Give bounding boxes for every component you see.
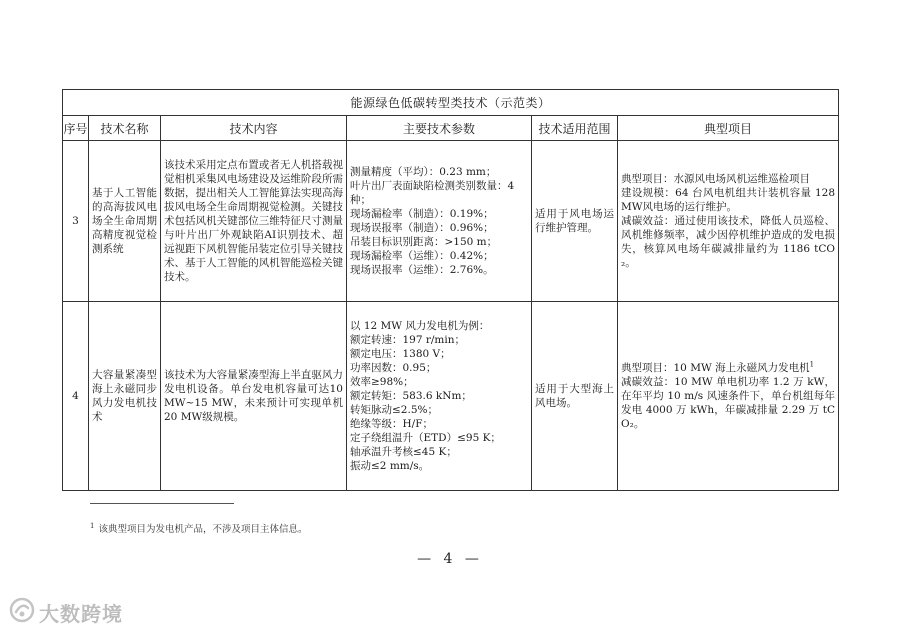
project-line: 典型项目：10 MW 海上永磁风力发电机 [621, 362, 810, 374]
row-typical-project [618, 302, 839, 491]
watermark-text: 大数跨境 [39, 601, 123, 626]
cross-border-logo-icon [8, 596, 36, 628]
param-line: 以 12 MW 风力发电机为例： [350, 320, 490, 332]
footnote-ref[interactable]: 1 [809, 360, 815, 369]
param-line: 测量精度（平均）：0.23 mm； [350, 166, 497, 178]
param-line: 振动≤2 mm/s。 [350, 460, 430, 472]
param-line: 现场误报率（运维）：2.76%。 [350, 264, 494, 276]
param-line: 种； [350, 194, 371, 206]
row-main-params [347, 141, 532, 302]
param-line: 轴承温升考核≤45 K； [350, 446, 457, 458]
header-tech-name: 技术名称 [89, 116, 161, 141]
param-line: 叶片出厂表面缺陷检测类别数量：4 [350, 180, 515, 192]
param-line: 效率≥98%； [350, 376, 414, 388]
header-scope: 技术适用范围 [532, 116, 618, 141]
table-row [63, 302, 839, 491]
technology-table [62, 89, 839, 491]
header-typical-project: 典型项目 [618, 116, 839, 141]
row-tech-content: 该技术采用定点布置或者无人机搭载视觉相机采集风电场建设及运维阶段所需数据，提出相关人工智能算法实现高海拔风电场全生命周期视觉检测。关键技术包括风机关键部位三维特征尺寸测量与叶片出厂外观缺陷AI识别技术、超远视距下风机智能吊装定位引导关键技术、基于人工智能的风机智能巡检关键技术。 [161, 141, 347, 302]
watermark [8, 596, 123, 628]
footnote [90, 521, 307, 535]
row-main-params [347, 302, 532, 491]
param-line: 定子绕组温升（ETD）≤95 K； [350, 432, 501, 444]
header-tech-content: 技术内容 [161, 116, 347, 141]
param-line: 现场漏检率（制造）：0.19%； [350, 208, 494, 220]
row-scope: 适用于大型海上风电场。 [532, 302, 618, 491]
row-index: 4 [63, 302, 89, 491]
table-row [63, 141, 839, 302]
footnote-divider [90, 503, 234, 504]
row-tech-name: 基于人工智能的高海拔风电场全生命周期高精度视觉检测系统 [89, 141, 161, 302]
header-index: 序号 [63, 116, 89, 141]
row-scope: 适用于风电场运行维护管理。 [532, 141, 618, 302]
table-title: 能源绿色低碳转型类技术（示范类） [63, 90, 839, 116]
param-line: 现场误报率（制造）：0.96%； [350, 222, 494, 234]
footnote-mark: 1 [90, 521, 95, 530]
row-typical-project: 典型项目：水源风电场风机运维巡检项目 建设规模：64 台风电机组共计装机容量 128 MW风电场的运行维护。 减碳效益：通过使用该技术，降低人员巡检、风机维修频率，减少因停机维护造成的发电损失，核算风电场年碳减排量约为 1186 tCO₂。 [618, 141, 839, 302]
param-line: 功率因数：0.95； [350, 362, 437, 374]
project-detail: 减碳效益：10 MW 单电机功率 1.2 万 kW，在年平均 10 m/s 风速条件下，单台机组每年发电 4000 万 kWh，年碳减排量 2.29 万 tCO₂。 [621, 376, 836, 430]
footnote-text: 该典型项目为发电机产品，不涉及项目主体信息。 [98, 524, 308, 535]
row-tech-content: 该技术为大容量紧凑型海上半直驱风力发电机设备。单台发电机容量可达10 MW~15 MW，未来预计可实现单机20 MW级规模。 [161, 302, 347, 491]
param-line: 额定电压：1380 V； [350, 348, 451, 360]
page-number: — 4 — [417, 551, 483, 567]
param-line: 转矩脉动≤2.5%； [350, 404, 438, 416]
param-line: 绝缘等级：H/F； [350, 418, 433, 430]
param-line: 额定转矩：583.6 kNm； [350, 390, 472, 402]
header-main-params: 主要技术参数 [347, 116, 532, 141]
param-line: 吊装目标识别距离：>150 m； [350, 236, 498, 248]
row-index: 3 [63, 141, 89, 302]
param-line: 额定转速：197 r/min； [350, 334, 466, 346]
param-line: 现场漏检率（运维）：0.42%； [350, 250, 494, 262]
row-tech-name: 大容量紧凑型海上永磁同步风力发电机技术 [89, 302, 161, 491]
